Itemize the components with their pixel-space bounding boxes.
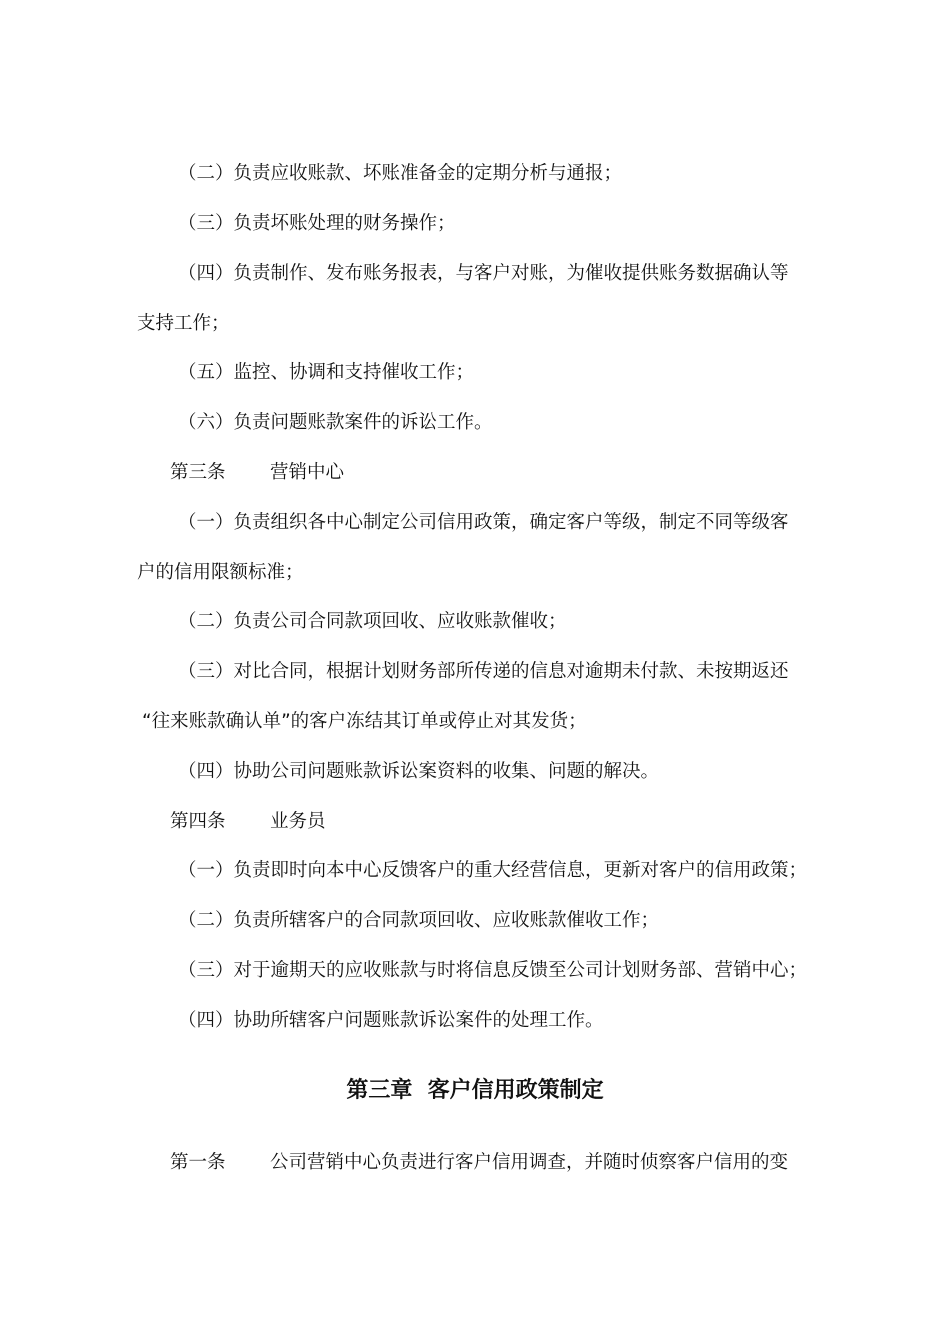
paragraph-line: 支持工作； — [137, 313, 230, 334]
paragraph-line: （二）负责应收账款、坏账准备金的定期分析与通报； — [178, 163, 623, 184]
paragraph-line: （二）负责公司合同款项回收、应收账款催收； — [178, 611, 567, 632]
article-text: 公司营销中心负责进行客户信用调查，并随时侦察客户信用的变 — [270, 1152, 789, 1173]
paragraph-line: （一）负责即时向本中心反馈客户的重大经营信息，更新对客户的信用政策； — [178, 860, 808, 881]
paragraph-line: （四）协助公司问题账款诉讼案资料的收集、问题的解决。 — [178, 761, 660, 782]
paragraph-line: （三）对于逾期天的应收账款与时将信息反馈至公司计划财务部、营销中心； — [178, 960, 808, 981]
paragraph-line: （三）对比合同，根据计划财务部所传递的信息对逾期未付款、未按期返还 — [178, 661, 789, 682]
paragraph-line: （四）负责制作、发布账务报表，与客户对账，为催收提供账务数据确认等 — [178, 263, 789, 284]
paragraph-line: 户的信用限额标准； — [137, 562, 304, 583]
article-number: 第三条 — [170, 462, 226, 483]
article-title: 营销中心 — [270, 462, 345, 483]
article-number: 第四条 — [170, 811, 226, 832]
paragraph-line: （一）负责组织各中心制定公司信用政策，确定客户等级，制定不同等级客 — [178, 512, 789, 533]
paragraph-line: （三）负责坏账处理的财务操作； — [178, 213, 456, 234]
paragraph-line: （五）监控、协调和支持催收工作； — [178, 362, 475, 383]
article-number: 第一条 — [170, 1152, 226, 1173]
paragraph-line: （六）负责问题账款案件的诉讼工作。 — [178, 412, 493, 433]
article-heading — [170, 461, 850, 485]
paragraph-line: （二）负责所辖客户的合同款项回收、应收账款催收工作； — [178, 910, 660, 931]
chapter-title: 第三章 客户信用政策制定 — [346, 1078, 604, 1103]
article-paragraph — [170, 1151, 850, 1175]
article-title: 业务员 — [270, 811, 326, 832]
article-heading — [170, 810, 850, 834]
paragraph-line: “往来账款确认单”的客户冻结其订单或停止对其发货； — [142, 711, 587, 732]
paragraph-line: （四）协助所辖客户问题账款诉讼案件的处理工作。 — [178, 1010, 604, 1031]
